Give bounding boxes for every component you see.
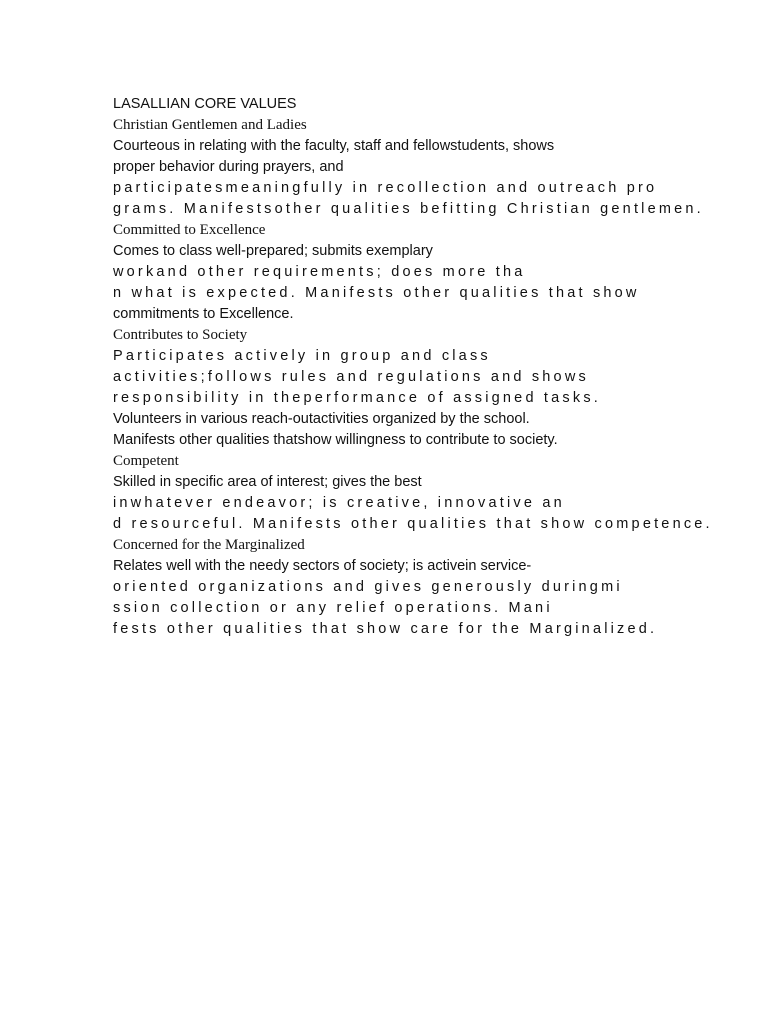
section-line: proper behavior during prayers, and <box>113 159 344 175</box>
section-line: Skilled in specific area of interest; gives the best <box>113 474 422 490</box>
section-heading-competent: Competent <box>113 453 179 469</box>
section-line: Relates well with the needy sectors of society; is activein service- <box>113 558 532 574</box>
section-line: inwhatever endeavor; is creative, innovative an <box>113 495 565 511</box>
document-title: LASALLIAN CORE VALUES <box>113 96 297 112</box>
section-heading-christian: Christian Gentlemen and Ladies <box>113 117 307 133</box>
section-line: oriented organizations and gives generously duringmi <box>113 579 623 595</box>
section-heading-society: Contributes to Society <box>113 327 248 343</box>
section-line: Courteous in relating with the faculty, staff and fellowstudents, shows <box>113 138 555 154</box>
section-heading-excellence: Committed to Excellence <box>113 222 266 238</box>
section-line: d resourceful. Manifests other qualities that show competence. <box>113 516 713 532</box>
section-line: workand other requirements; does more tha <box>113 264 526 280</box>
document-page <box>113 94 713 640</box>
section-line: responsibility in theperformance of assigned tasks. <box>113 390 602 406</box>
section-line: participatesmeaningfully in recollection and outreach pro <box>113 180 658 196</box>
section-line: fests other qualities that show care for the Marginalized. <box>113 621 658 637</box>
section-line: grams. Manifestsother qualities befitting Christian gentlemen. <box>113 201 704 217</box>
section-line: commitments to Excellence. <box>113 306 294 322</box>
section-line: Comes to class well-prepared; submits exemplary <box>113 243 433 259</box>
section-heading-marginalized: Concerned for the Marginalized <box>113 537 305 553</box>
section-line: n what is expected. Manifests other qualities that show <box>113 285 640 301</box>
section-line: Participates actively in group and class <box>113 348 491 364</box>
section-line: activities;follows rules and regulations and shows <box>113 369 589 385</box>
section-line: ssion collection or any relief operations. Mani <box>113 600 553 616</box>
section-line: Manifests other qualities thatshow willingness to contribute to society. <box>113 432 558 448</box>
section-line: Volunteers in various reach-outactivities organized by the school. <box>113 411 530 427</box>
